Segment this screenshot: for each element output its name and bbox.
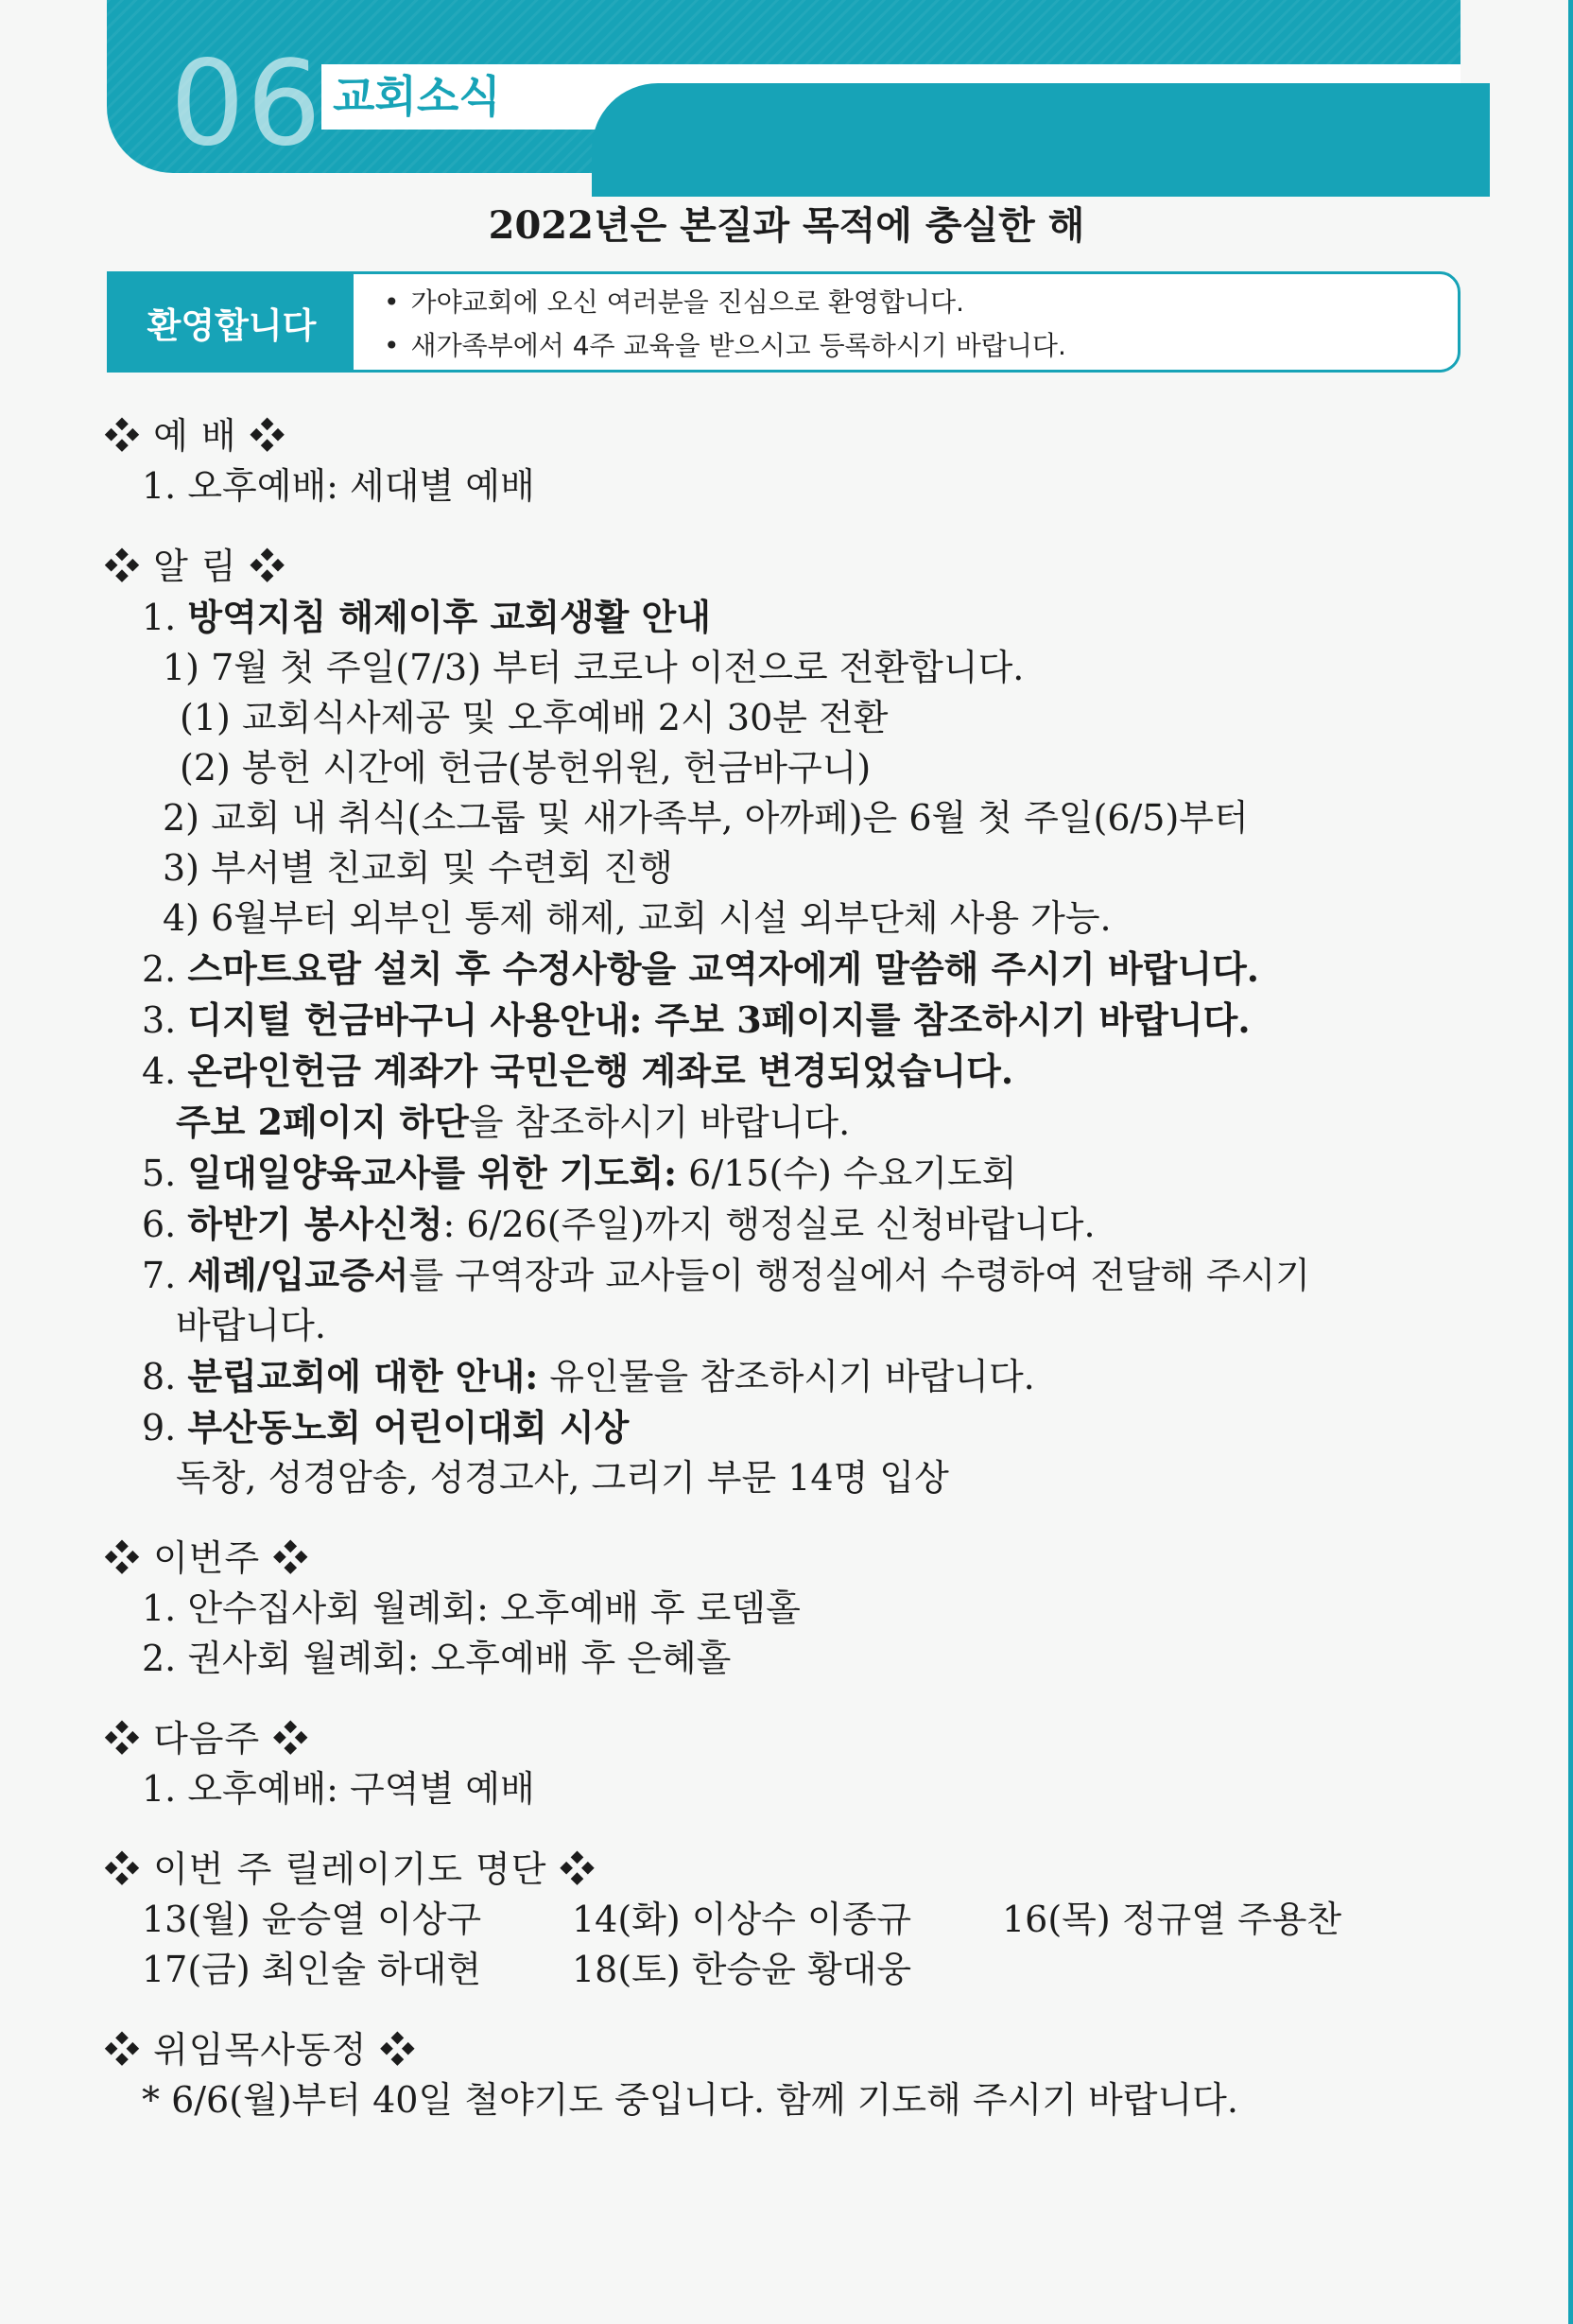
notice-item-2: 2. 스마트요람 설치 후 수정사항을 교역자에게 말씀해 주시기 바랍니다. xyxy=(142,947,1260,990)
notice-item-3: 3. 디지털 헌금바구니 사용안내: 주보 3페이지를 참조하시기 바랍니다. xyxy=(142,998,1251,1041)
section-number: 06 xyxy=(170,36,323,172)
pastor-news-item: * 6/6(월)부터 40일 철야기도 중입니다. 함께 기도해 주시기 바랍니다. xyxy=(142,2079,1238,2121)
relay-prayer-entry: 13(월) 윤승열 이상구 xyxy=(142,1899,482,1940)
next-week-heading: ❖ 다음주 ❖ xyxy=(104,1718,310,1760)
notice-heading: ❖ 알 림 ❖ xyxy=(104,546,286,587)
welcome-box xyxy=(107,271,1461,373)
this-week-item: 1. 안수집사회 월례회: 오후예배 후 로뎀홀 xyxy=(142,1587,801,1629)
yearly-motto: 2022년은 본질과 목적에 충실한 해 xyxy=(488,203,1085,248)
page-edge-bar xyxy=(1568,0,1573,2324)
notice-item-4-detail: 주보 2페이지 하단을 참조하시기 바랍니다. xyxy=(176,1101,851,1143)
section-title: 교회소식 xyxy=(333,71,501,122)
relay-prayer-row xyxy=(104,1895,1475,1945)
notice-item-7-cont: 바랍니다. xyxy=(176,1305,326,1346)
pastor-news-heading: ❖ 위임목사동정 ❖ xyxy=(104,2029,417,2071)
welcome-line: • 가야교회에 오신 여러분을 진심으로 환영합니다. xyxy=(384,286,964,318)
notice-item-8: 8. 분립교회에 대한 안내: 유인물을 참조하시기 바랍니다. xyxy=(142,1355,1035,1397)
notice-item-1: 1. 방역지침 해제이후 교회생활 안내 xyxy=(142,596,711,638)
welcome-line: • 새가족부에서 4주 교육을 받으시고 등록하시기 바랍니다. xyxy=(384,330,1066,361)
this-week-item: 2. 권사회 월례회: 오후예배 후 은혜홀 xyxy=(142,1638,732,1679)
notice-subitem: 4) 6월부터 외부인 통제 해제, 교회 시설 외부단체 사용 가능. xyxy=(163,897,1112,939)
notice-item-9: 9. 부산동노회 어린이대회 시상 xyxy=(142,1406,630,1448)
news-content xyxy=(104,411,1475,2125)
notice-item-6: 6. 하반기 봉사신청: 6/26(주일)까지 행정실로 신청바랍니다. xyxy=(142,1203,1096,1245)
relay-prayer-entry: 18(토) 한승윤 황대웅 xyxy=(572,1949,912,1990)
worship-item: 1. 오후예배: 세대별 예배 xyxy=(142,465,535,507)
worship-heading: ❖ 예 배 ❖ xyxy=(104,415,286,457)
notice-item-9-detail: 독창, 성경암송, 성경고사, 그리기 부문 14명 입상 xyxy=(176,1457,949,1499)
notice-subitem: 1) 7월 첫 주일(7/3) 부터 코로나 이전으로 전환합니다. xyxy=(163,647,1025,688)
notice-item-4: 4. 온라인헌금 계좌가 국민은행 계좌로 변경되었습니다. xyxy=(142,1049,1014,1092)
relay-prayer-entry: 17(금) 최인술 하대현 xyxy=(142,1949,482,1990)
notice-subitem: (2) 봉헌 시간에 헌금(봉헌위원, 헌금바구니) xyxy=(180,747,872,789)
bullet-icon: • xyxy=(384,286,400,318)
welcome-label: 환영합니다 xyxy=(110,274,354,370)
next-week-item: 1. 오후예배: 구역별 예배 xyxy=(142,1768,535,1810)
relay-prayer-row xyxy=(104,1945,1475,1995)
notice-subitem: 2) 교회 내 취식(소그룹 및 새가족부, 아까페)은 6월 첫 주일(6/5)부터 xyxy=(163,797,1249,839)
notice-subitem: 3) 부서별 친교회 및 수련회 진행 xyxy=(163,847,673,889)
welcome-text xyxy=(384,281,1066,368)
relay-prayer-heading: ❖ 이번 주 릴레이기도 명단 ❖ xyxy=(104,1848,596,1890)
bullet-icon: • xyxy=(384,330,400,361)
notice-item-7: 7. 세례/입교증서를 구역장과 교사들이 행정실에서 수령하여 전달해 주시기 xyxy=(142,1254,1310,1296)
relay-prayer-entry: 16(목) 정규열 주용찬 xyxy=(1002,1899,1342,1940)
notice-item-5: 5. 일대일양육교사를 위한 기도회: 6/15(수) 수요기도회 xyxy=(142,1152,1017,1194)
header-band-curve xyxy=(592,83,1490,197)
this-week-heading: ❖ 이번주 ❖ xyxy=(104,1537,310,1579)
notice-subitem: (1) 교회식사제공 및 오후예배 2시 30분 전환 xyxy=(180,697,889,738)
relay-prayer-entry: 14(화) 이상수 이종규 xyxy=(572,1899,912,1940)
